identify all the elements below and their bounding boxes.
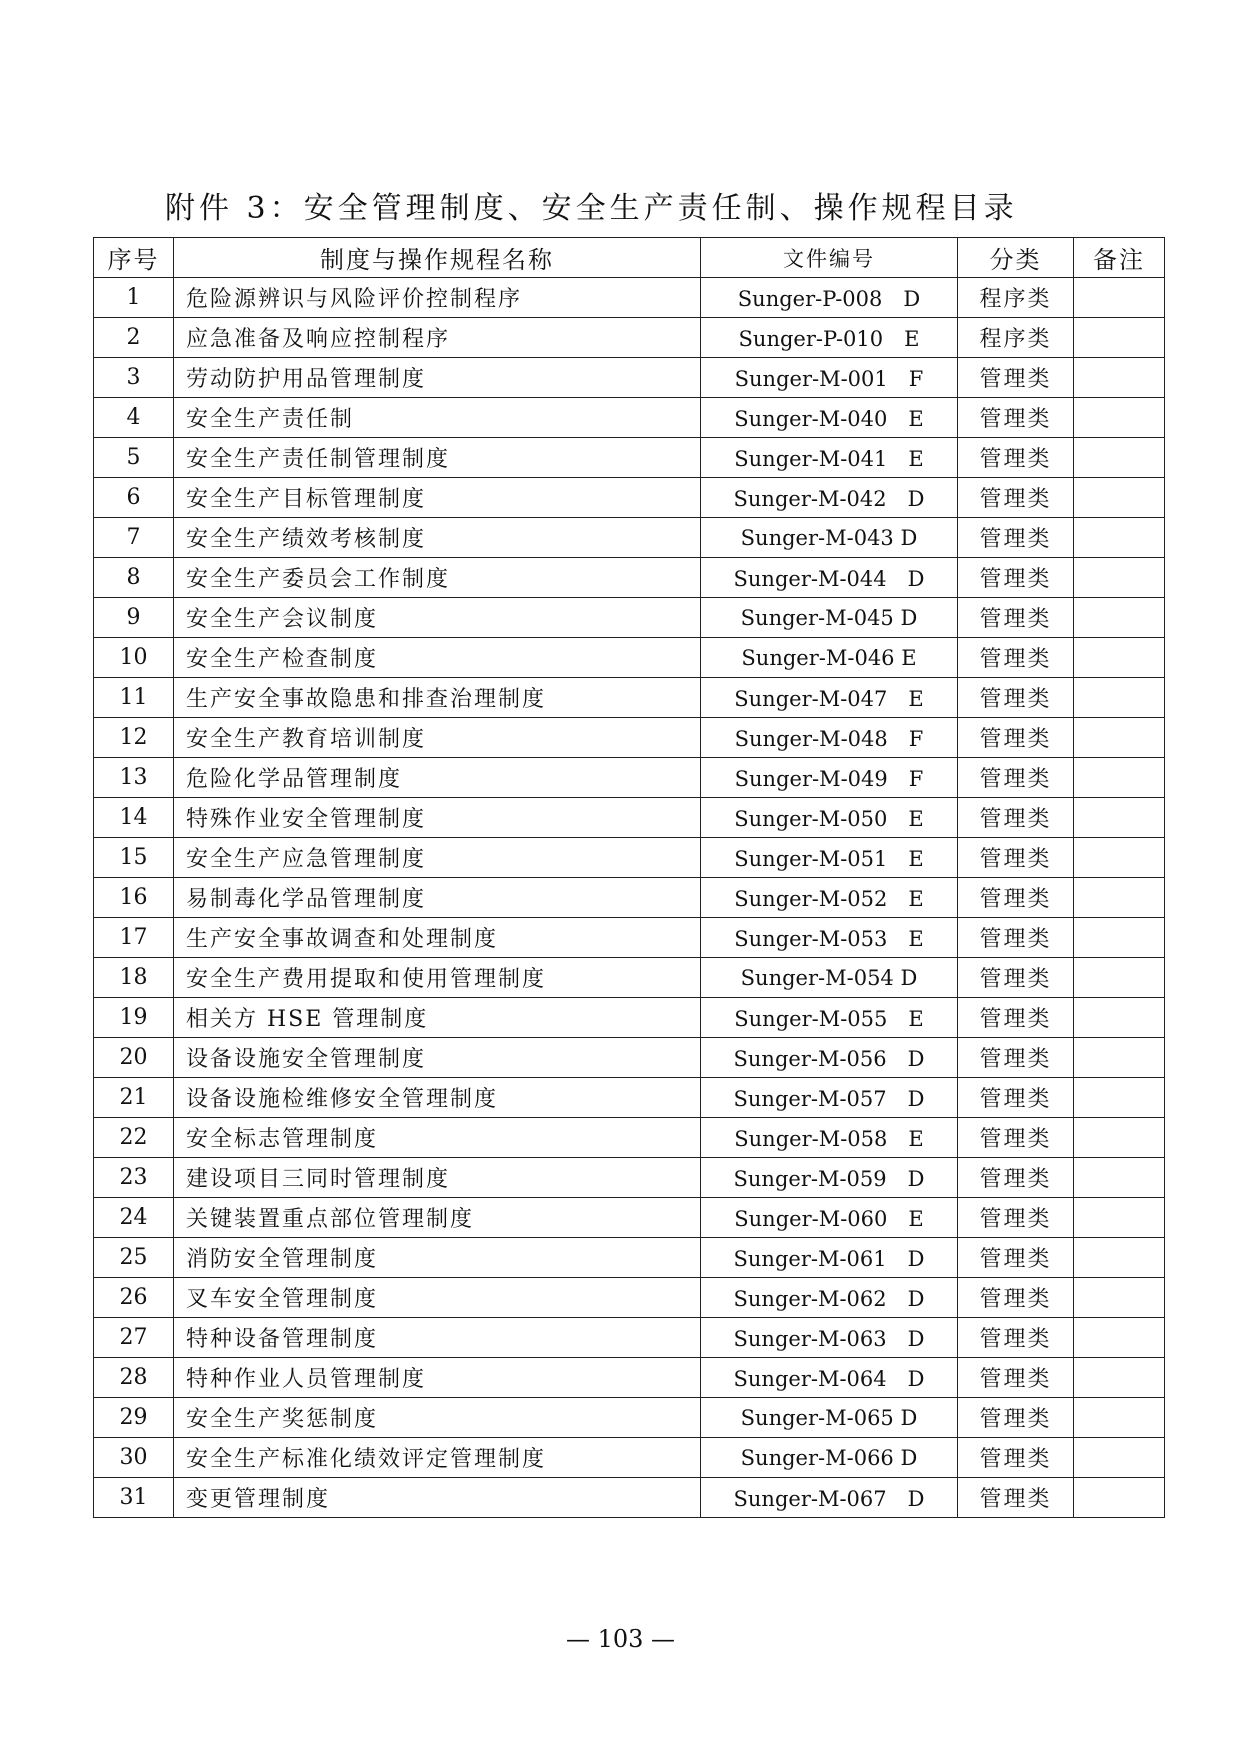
cell-index: 17	[94, 918, 174, 958]
cell-code: Sunger-M-064 D	[701, 1358, 958, 1398]
cell-category: 程序类	[958, 318, 1074, 358]
table-row	[94, 358, 1165, 398]
cell-code: Sunger-M-052 E	[701, 878, 958, 918]
cell-code: Sunger-M-060 E	[701, 1198, 958, 1238]
cell-category: 管理类	[958, 958, 1074, 998]
cell-category: 管理类	[958, 1118, 1074, 1158]
cell-category: 管理类	[958, 558, 1074, 598]
cell-category: 管理类	[958, 598, 1074, 638]
cell-category: 管理类	[958, 878, 1074, 918]
cell-name: 安全生产费用提取和使用管理制度	[174, 958, 701, 998]
cell-name: 特殊作业安全管理制度	[174, 798, 701, 838]
cell-note	[1074, 1158, 1165, 1198]
cell-category: 管理类	[958, 1198, 1074, 1238]
cell-category: 程序类	[958, 278, 1074, 318]
cell-name: 消防安全管理制度	[174, 1238, 701, 1278]
cell-category: 管理类	[958, 1478, 1074, 1518]
cell-code: Sunger-M-065 D	[701, 1398, 958, 1438]
cell-name: 安全生产责任制	[174, 398, 701, 438]
cell-category: 管理类	[958, 918, 1074, 958]
cell-name: 相关方 HSE 管理制度	[174, 998, 701, 1038]
table-row	[94, 1478, 1165, 1518]
cell-name: 安全标志管理制度	[174, 1118, 701, 1158]
cell-name: 设备设施安全管理制度	[174, 1038, 701, 1078]
cell-category: 管理类	[958, 1238, 1074, 1278]
cell-code: Sunger-M-051 E	[701, 838, 958, 878]
table-row	[94, 598, 1165, 638]
header-index: 序号	[94, 238, 174, 278]
cell-category: 管理类	[958, 1078, 1074, 1118]
table-row	[94, 1198, 1165, 1238]
cell-category: 管理类	[958, 638, 1074, 678]
cell-name: 特种作业人员管理制度	[174, 1358, 701, 1398]
cell-note	[1074, 1438, 1165, 1478]
table-row	[94, 1078, 1165, 1118]
cell-index: 12	[94, 718, 174, 758]
table-row	[94, 278, 1165, 318]
cell-code: Sunger-M-057 D	[701, 1078, 958, 1118]
cell-category: 管理类	[958, 798, 1074, 838]
cell-index: 13	[94, 758, 174, 798]
cell-name: 安全生产委员会工作制度	[174, 558, 701, 598]
cell-category: 管理类	[958, 518, 1074, 558]
cell-note	[1074, 1478, 1165, 1518]
table-row	[94, 318, 1165, 358]
cell-note	[1074, 758, 1165, 798]
cell-index: 29	[94, 1398, 174, 1438]
cell-note	[1074, 918, 1165, 958]
header-category: 分类	[958, 238, 1074, 278]
cell-code: Sunger-M-045 D	[701, 598, 958, 638]
cell-name: 危险化学品管理制度	[174, 758, 701, 798]
cell-index: 25	[94, 1238, 174, 1278]
table-row	[94, 718, 1165, 758]
cell-code: Sunger-M-043 D	[701, 518, 958, 558]
cell-note	[1074, 878, 1165, 918]
cell-index: 19	[94, 998, 174, 1038]
cell-index: 7	[94, 518, 174, 558]
cell-code: Sunger-M-040 E	[701, 398, 958, 438]
table-row	[94, 838, 1165, 878]
cell-code: Sunger-M-001 F	[701, 358, 958, 398]
cell-category: 管理类	[958, 1398, 1074, 1438]
cell-index: 31	[94, 1478, 174, 1518]
table-row	[94, 1158, 1165, 1198]
cell-index: 3	[94, 358, 174, 398]
cell-index: 21	[94, 1078, 174, 1118]
header-name: 制度与操作规程名称	[174, 238, 701, 278]
cell-code: Sunger-M-055 E	[701, 998, 958, 1038]
table-header-row	[94, 238, 1165, 278]
cell-index: 14	[94, 798, 174, 838]
cell-code: Sunger-M-058 E	[701, 1118, 958, 1158]
cell-name: 安全生产奖惩制度	[174, 1398, 701, 1438]
table-row	[94, 678, 1165, 718]
cell-index: 10	[94, 638, 174, 678]
cell-note	[1074, 1198, 1165, 1238]
cell-index: 23	[94, 1158, 174, 1198]
cell-name: 安全生产标准化绩效评定管理制度	[174, 1438, 701, 1478]
cell-code: Sunger-M-050 E	[701, 798, 958, 838]
table-row	[94, 758, 1165, 798]
cell-category: 管理类	[958, 838, 1074, 878]
cell-name: 劳动防护用品管理制度	[174, 358, 701, 398]
cell-name: 安全生产目标管理制度	[174, 478, 701, 518]
cell-name: 特种设备管理制度	[174, 1318, 701, 1358]
cell-note	[1074, 318, 1165, 358]
table-row	[94, 558, 1165, 598]
cell-name: 安全生产绩效考核制度	[174, 518, 701, 558]
cell-index: 20	[94, 1038, 174, 1078]
cell-code: Sunger-P-008 D	[701, 278, 958, 318]
table-row	[94, 1038, 1165, 1078]
cell-category: 管理类	[958, 998, 1074, 1038]
cell-code: Sunger-M-056 D	[701, 1038, 958, 1078]
cell-note	[1074, 1358, 1165, 1398]
cell-name: 易制毒化学品管理制度	[174, 878, 701, 918]
cell-index: 9	[94, 598, 174, 638]
cell-note	[1074, 958, 1165, 998]
cell-code: Sunger-M-062 D	[701, 1278, 958, 1318]
cell-category: 管理类	[958, 1358, 1074, 1398]
cell-index: 27	[94, 1318, 174, 1358]
cell-code: Sunger-M-046 E	[701, 638, 958, 678]
cell-note	[1074, 1278, 1165, 1318]
table-row	[94, 958, 1165, 998]
cell-name: 变更管理制度	[174, 1478, 701, 1518]
cell-note	[1074, 398, 1165, 438]
cell-code: Sunger-M-059 D	[701, 1158, 958, 1198]
cell-note	[1074, 838, 1165, 878]
cell-code: Sunger-M-054 D	[701, 958, 958, 998]
table-row	[94, 438, 1165, 478]
cell-code: Sunger-M-042 D	[701, 478, 958, 518]
cell-index: 18	[94, 958, 174, 998]
cell-index: 4	[94, 398, 174, 438]
directory-table	[93, 237, 1165, 1518]
cell-code: Sunger-M-041 E	[701, 438, 958, 478]
cell-name: 危险源辨识与风险评价控制程序	[174, 278, 701, 318]
cell-category: 管理类	[958, 678, 1074, 718]
table-row	[94, 798, 1165, 838]
header-note: 备注	[1074, 238, 1165, 278]
cell-index: 26	[94, 1278, 174, 1318]
cell-category: 管理类	[958, 398, 1074, 438]
cell-category: 管理类	[958, 1038, 1074, 1078]
cell-note	[1074, 998, 1165, 1038]
cell-index: 16	[94, 878, 174, 918]
cell-name: 安全生产检查制度	[174, 638, 701, 678]
cell-index: 11	[94, 678, 174, 718]
cell-index: 8	[94, 558, 174, 598]
cell-code: Sunger-M-044 D	[701, 558, 958, 598]
page-title: 附件 3：安全管理制度、安全生产责任制、操作规程目录	[165, 191, 1018, 226]
cell-index: 6	[94, 478, 174, 518]
cell-category: 管理类	[958, 718, 1074, 758]
cell-note	[1074, 678, 1165, 718]
table-row	[94, 1398, 1165, 1438]
cell-index: 30	[94, 1438, 174, 1478]
table-row	[94, 398, 1165, 438]
cell-name: 生产安全事故隐患和排查治理制度	[174, 678, 701, 718]
cell-name: 叉车安全管理制度	[174, 1278, 701, 1318]
table-row	[94, 1438, 1165, 1478]
cell-name: 设备设施检维修安全管理制度	[174, 1078, 701, 1118]
cell-note	[1074, 278, 1165, 318]
cell-name: 安全生产责任制管理制度	[174, 438, 701, 478]
cell-category: 管理类	[958, 1158, 1074, 1198]
table-row	[94, 1238, 1165, 1278]
table-row	[94, 638, 1165, 678]
page-number: — 103 —	[565, 1625, 676, 1653]
table-row	[94, 998, 1165, 1038]
header-code: 文件编号	[701, 238, 958, 278]
table-body	[94, 278, 1165, 1518]
cell-name: 应急准备及响应控制程序	[174, 318, 701, 358]
table-row	[94, 478, 1165, 518]
table-row	[94, 1278, 1165, 1318]
table-row	[94, 1358, 1165, 1398]
cell-note	[1074, 1118, 1165, 1158]
cell-note	[1074, 798, 1165, 838]
cell-note	[1074, 1038, 1165, 1078]
cell-note	[1074, 518, 1165, 558]
cell-index: 15	[94, 838, 174, 878]
cell-name: 关键装置重点部位管理制度	[174, 1198, 701, 1238]
cell-note	[1074, 1398, 1165, 1438]
table-row	[94, 1318, 1165, 1358]
cell-code: Sunger-M-047 E	[701, 678, 958, 718]
cell-note	[1074, 598, 1165, 638]
cell-index: 5	[94, 438, 174, 478]
cell-name: 安全生产教育培训制度	[174, 718, 701, 758]
cell-note	[1074, 438, 1165, 478]
cell-code: Sunger-M-049 F	[701, 758, 958, 798]
cell-code: Sunger-M-061 D	[701, 1238, 958, 1278]
cell-code: Sunger-M-053 E	[701, 918, 958, 958]
cell-note	[1074, 358, 1165, 398]
cell-note	[1074, 478, 1165, 518]
cell-code: Sunger-M-048 F	[701, 718, 958, 758]
cell-code: Sunger-P-010 E	[701, 318, 958, 358]
cell-category: 管理类	[958, 358, 1074, 398]
cell-note	[1074, 1318, 1165, 1358]
cell-name: 安全生产应急管理制度	[174, 838, 701, 878]
table-row	[94, 918, 1165, 958]
cell-name: 建设项目三同时管理制度	[174, 1158, 701, 1198]
cell-note	[1074, 638, 1165, 678]
cell-note	[1074, 1238, 1165, 1278]
cell-category: 管理类	[958, 758, 1074, 798]
cell-category: 管理类	[958, 438, 1074, 478]
cell-index: 2	[94, 318, 174, 358]
cell-code: Sunger-M-066 D	[701, 1438, 958, 1478]
cell-name: 生产安全事故调查和处理制度	[174, 918, 701, 958]
table-row	[94, 1118, 1165, 1158]
cell-note	[1074, 558, 1165, 598]
table-row	[94, 878, 1165, 918]
cell-code: Sunger-M-067 D	[701, 1478, 958, 1518]
cell-category: 管理类	[958, 1438, 1074, 1478]
cell-index: 22	[94, 1118, 174, 1158]
cell-category: 管理类	[958, 1318, 1074, 1358]
cell-index: 24	[94, 1198, 174, 1238]
cell-category: 管理类	[958, 478, 1074, 518]
cell-name: 安全生产会议制度	[174, 598, 701, 638]
cell-note	[1074, 718, 1165, 758]
table-row	[94, 518, 1165, 558]
cell-category: 管理类	[958, 1278, 1074, 1318]
cell-note	[1074, 1078, 1165, 1118]
cell-code: Sunger-M-063 D	[701, 1318, 958, 1358]
cell-index: 1	[94, 278, 174, 318]
cell-index: 28	[94, 1358, 174, 1398]
